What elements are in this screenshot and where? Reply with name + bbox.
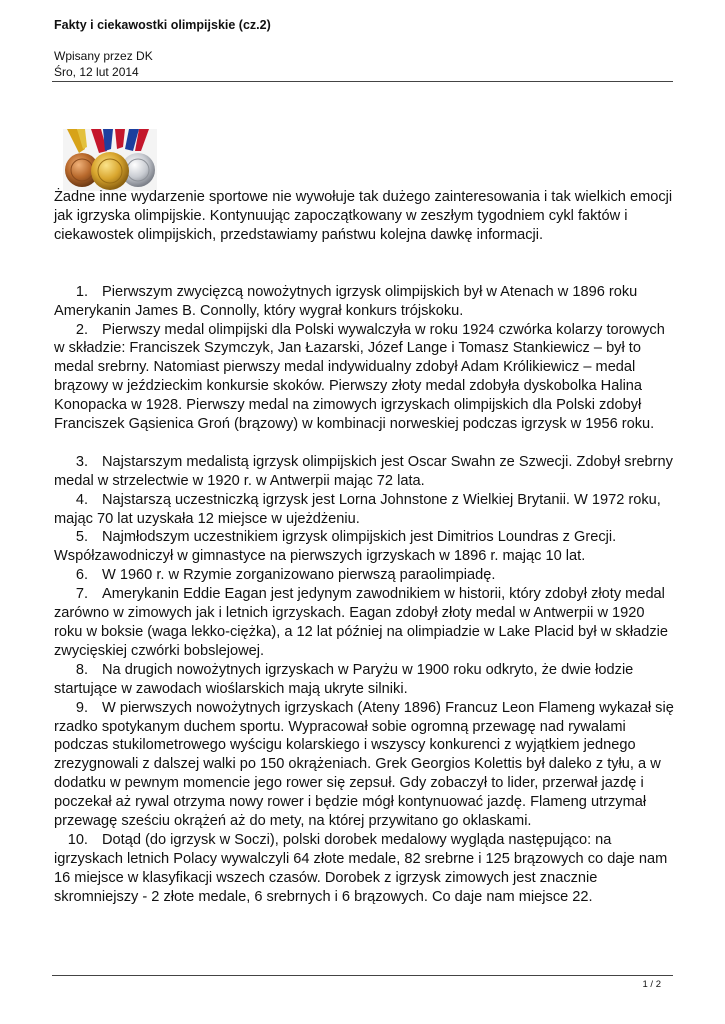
fact-number: 8.: [75, 661, 88, 678]
fact-text: Najstarszym medalistą igrzysk olimpijskich jest Oscar Swahn ze Szwecji. Zdobył srebrny medal w strzelectwie w 1920 r. w Antwerpii mając 72 lata.: [54, 453, 673, 489]
fact-number: 7.: [75, 586, 88, 603]
fact-item: [54, 831, 674, 907]
fact-item: [54, 491, 674, 529]
header-divider: [52, 81, 673, 82]
fact-number: 5.: [75, 529, 88, 546]
fact-item: [54, 453, 674, 491]
fact-number: 3.: [75, 453, 88, 470]
article-date: Śro, 12 lut 2014: [54, 65, 139, 79]
fact-text: Najmłodszym uczestnikiem igrzysk olimpijskich jest Dimitrios Loundras z Grecji. Współzawodniczył w gimnastyce na pierwszych igrzyskach w 1896 r. mając 10 lat.: [54, 529, 617, 565]
fact-item: [54, 699, 674, 831]
article-intro: Żadne inne wydarzenie sportowe nie wywołuje tak dużego zainteresowania i tak wielkich emocji jak igrzyska olimpijskie. Kontynuując zapoczątkowany w zeszłym tygodniem cykl faktów i ciekawostek olimpijskich, przedstawiamy państwu kolejna dawkę informacji.: [54, 189, 673, 243]
fact-text: Dotąd (do igrzysk w Soczi), polski dorobek medalowy wygląda następująco: na igrzyskach letnich Polacy wywalczyli 64 złote medale, 82 srebrne i 125 brązowych co daje nam 16 miejsce w klasyfikacji wszech czasów. Dorobek z igrzysk zimowych jest znacznie skromniejszy - 2 złote medale, 6 srebrnych i 6 brązowych. Co daje nam miejsce 22.: [54, 831, 668, 905]
fact-number: 4.: [75, 491, 88, 508]
fact-text: Na drugich nowożytnych igrzyskach w Paryżu w 1900 roku odkryto, że dwie łodzie startujące w zawodach wioślarskich mają ukryte silniki.: [54, 661, 634, 697]
fact-item: [54, 661, 674, 699]
footer-divider: [52, 975, 673, 976]
facts-list: [54, 283, 674, 907]
fact-number: 10.: [67, 831, 88, 848]
fact-item: [54, 585, 674, 661]
article-meta: [54, 48, 153, 80]
fact-text: Najstarszą uczestniczką igrzysk jest Lorna Johnstone z Wielkiej Brytanii. W 1972 roku, mając 70 lat uzyskała 12 miejsce w ujeżdżeniu.: [54, 491, 661, 527]
fact-text: W 1960 r. w Rzymie zorganizowano pierwszą paraolimpiadę.: [102, 567, 496, 584]
article-body: [54, 188, 674, 907]
fact-item: [54, 528, 674, 566]
fact-text: Pierwszy medal olimpijski dla Polski wywalczyła w roku 1924 czwórka kolarzy torowych w składzie: Franciszek Szymczyk, Jan Łazarski, Józef Lange i Tomasz Stankiewicz – był to medal srebrny. Natomiast pierwszy medal indywidualny zdobył Adam Królikiewicz – medal brązowy w jeździeckim konkursie skoków. Pierwszy złoty medal zdobyła dyskobolka Halina Konopacka w 1928. Pierwszy medal na zimowych igrzyskach olimpijskich dla Polski zdobył Franciszek Gąsienica Groń (brązowy) w kombinacji norweskiej podczas igrzysk w 1956 roku.: [54, 321, 665, 433]
fact-number: 6.: [75, 567, 88, 584]
olympic-medals-image: [63, 129, 157, 191]
page-number: 1 / 2: [642, 979, 661, 990]
fact-number: 1.: [75, 283, 88, 300]
fact-item: [54, 283, 674, 321]
fact-item: [54, 566, 674, 585]
fact-item: [54, 321, 674, 434]
fact-text: Amerykanin Eddie Eagan jest jedynym zawodnikiem w historii, który zdobył złoty medal zarówno w zimowych jak i letnich igrzyskach. Eagan zdobył złoty medal w Antwerpii w 1920 roku w boksie (waga lekko-ciężka), a 12 lat później na olimpiadzie w Lake Placid był w składzie zwycięskiej czwórki bobslejowej.: [54, 586, 669, 659]
fact-text: W pierwszych nowożytnych igrzyskach (Ateny 1896) Francuz Leon Flameng wykazał się rzadko spotykanym duchem sportu. Wypracował sobie ogromną przewagę nad rywalami podczas stukilometrowego wyścigu kolarskiego i wszyscy konkurenci z wyjątkiem jednego zrezygnowali z dalszej walki po 150 okrążeniach. Grek Georgios Kolettis był daleko z tyłu, a w dodatku w pewnym momencie jego rower się zepsuł. Gdy zobaczył to lider, przerwał jazdę i poczekał aż rywal otrzyma nowy rower i będzie mógł kontynuować jazdę. Flameng utrzymał przewagę sześciu okrążeń aż do mety, na której przywitano go oklaskami.: [54, 699, 674, 830]
fact-number: 9.: [75, 699, 88, 716]
fact-text: Pierwszym zwycięzcą nowożytnych igrzysk olimpijskich był w Atenach w 1896 roku Amerykanin James B. Connolly, który wygrał konkurs trójskoku.: [54, 283, 638, 319]
article-title: Fakty i ciekawostki olimpijskie (cz.2): [54, 18, 271, 32]
article-author: Wpisany przez DK: [54, 49, 153, 63]
fact-number: 2.: [75, 321, 88, 338]
